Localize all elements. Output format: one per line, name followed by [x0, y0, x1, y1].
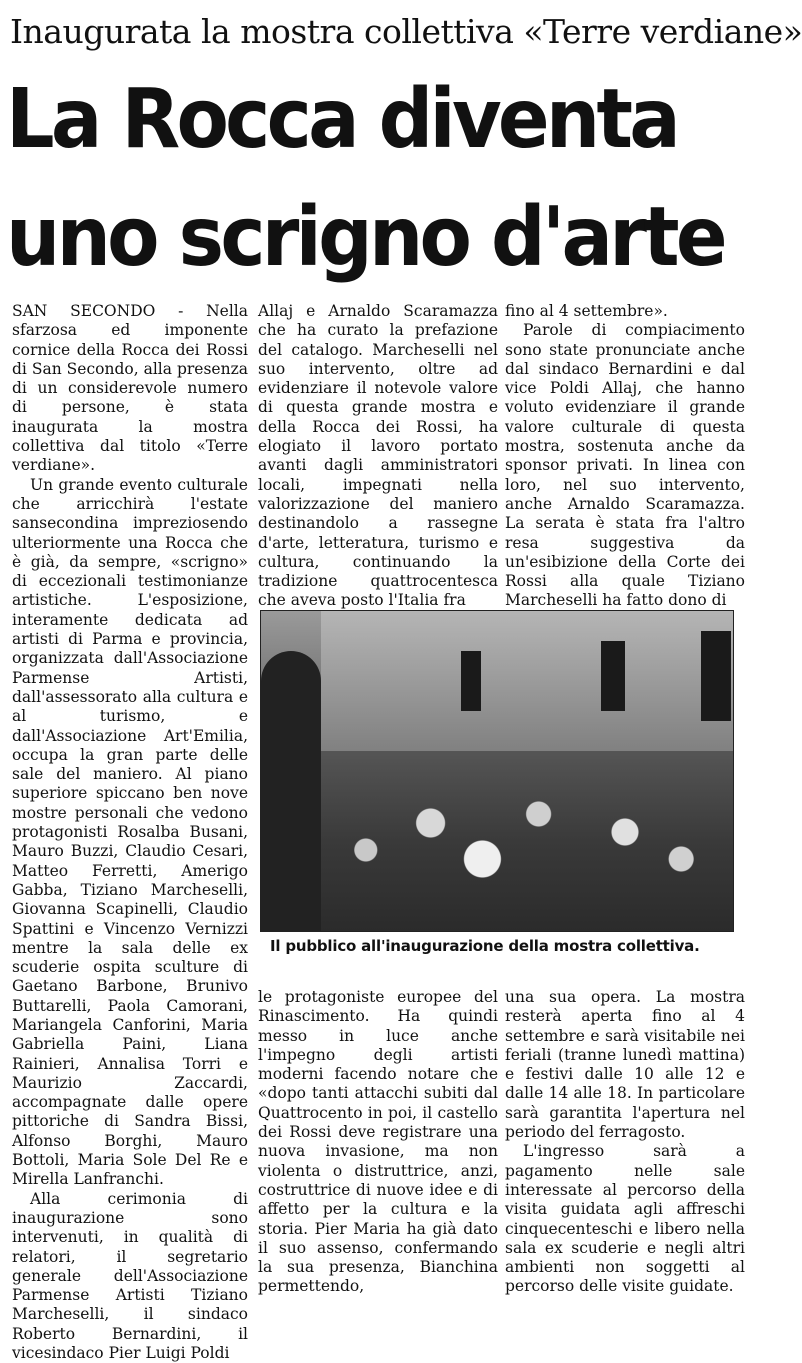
- kicker: Inaugurata la mostra collettiva «Terre verdiane»: [10, 12, 802, 51]
- photo-crowd: [301, 751, 733, 931]
- column-3-bottom: [505, 988, 745, 1313]
- photo-caption: Il pubblico all'inaugurazione della mostra collettiva.: [270, 937, 700, 955]
- paragraph: fino al 4 settembre».: [505, 302, 668, 320]
- photo-window: [461, 651, 481, 711]
- photo-window: [701, 631, 731, 721]
- paragraph: Parole di compiacimento sono state pronunciate anche dal sindaco Bernardini e dal vice Poldi Allaj, che hanno voluto evidenziare il grande valore culturale di questa mostra, sostenuta anche da sponsor privati. In linea con loro, nel suo intervento, anche Arnaldo Scaramazza. La serata è stata fra l'altro resa suggestiva da un'esibizione della Corte dei Rossi alla quale Tiziano Marcheselli ha fatto dono di: [505, 321, 745, 610]
- column-2-top: [258, 302, 498, 610]
- paragraph: Allaj e Arnaldo Scaramazza che ha curato la prefazione del catalogo. Marcheselli nel suo intervento, oltre ad evidenziare il notevole valore di questa grande mostra e della Rocca dei Rossi, ha elogiato il lavoro portato avanti dagli amministratori locali, impegnati nella valorizzazione del maniero destinandolo a rassegne d'arte, letteratura, turismo e cultura, continuando la tradizione quattrocentesca che aveva posto l'Italia fra: [258, 302, 498, 610]
- audience-photo: [260, 610, 734, 932]
- column-3-top: [505, 302, 745, 610]
- headline-line-1: La Rocca diventa: [6, 72, 677, 167]
- photo-window: [601, 641, 625, 711]
- paragraph: Alla cerimonia di inaugurazione sono intervenuti, in qualità di relatori, il segretario generale dell'Associazione Parmense Artisti Tiziano Marcheselli, il sindaco Roberto Bernardini, il vicesindaco Pier Luigi Poldi: [12, 1189, 248, 1363]
- photo-wall: [321, 611, 733, 761]
- column-1: [12, 302, 248, 1363]
- headline-line-2: uno scrigno d'arte: [6, 190, 724, 285]
- photo-arch: [261, 651, 321, 931]
- column-2-bottom: [258, 988, 498, 1313]
- paragraph: una sua opera. La mostra resterà aperta fino al 4 settembre e sarà visitabile nei feriali (tranne lunedì mattina) e festivi dalle 10 alle 12 e dalle 14 alle 18. In particolare sarà garantita l'apertura nel periodo del ferragosto.: [505, 988, 745, 1142]
- paragraph: L'ingresso sarà a pagamento nelle sale interessate al percorso della visita guidata agli affreschi cinquecenteschi e libero nella sala ex scuderie e negli altri ambienti non soggetti al percorso delle visite guidate.: [505, 1142, 745, 1296]
- paragraph: SAN SECONDO - Nella sfarzosa ed imponente cornice della Rocca dei Rossi di San Secondo, alla presenza di un considerevole numero di persone, è stata inaugurata la mostra collettiva dal titolo «Terre verdiane».: [12, 302, 248, 475]
- paragraph: le protagoniste europee del Rinascimento. Ha quindi messo in luce anche l'impegno degli artisti moderni facendo notare che «dopo tanti attacchi subiti dal Quattrocento in poi, il castello dei Rossi deve registrare una nuova invasione, ma non violenta o distruttrice, anzi, costruttrice di nuove idee e di affetto per la cultura e la storia. Pier Maria ha già dato il suo assenso, confermando la sua presenza, Bianchina permettendo,: [258, 988, 498, 1296]
- paragraph: Un grande evento culturale che arricchirà l'estate sansecondina impreziosendo ulteriormente una Rocca che è già, da sempre, «scrigno» di eccezionali testimonianze artistiche. L'esposizione, interamente dedicata ad artisti di Parma e provincia, organizzata dall'Associazione Parmense Artisti, dall'assessorato alla cultura e al turismo, e dall'Associazione Art'Emilia, occupa la gran parte delle sale del maniero. Al piano superiore spiccano ben nove mostre personali che vedono protagonisti Rosalba Busani, Mauro Buzzi, Claudio Cesari, Matteo Ferretti, Amerigo Gabba, Tiziano Marcheselli, Giovanna Scapinelli, Claudio Spattini e Vincenzo Vernizzi mentre la sala delle ex scuderie ospita sculture di Gaetano Barbone, Brunivo Buttarelli, Paola Camorani, Mariangela Canforini, Maria Gabriella Paini, Liana Rainieri, Annalisa Torri e Maurizio Zaccardi, accompagnate dalle opere pittoriche di Sandra Bissi, Alfonso Borghi, Mauro Bottoli, Maria Sole Del Re e Mirella Lanfranchi.: [12, 475, 248, 1189]
